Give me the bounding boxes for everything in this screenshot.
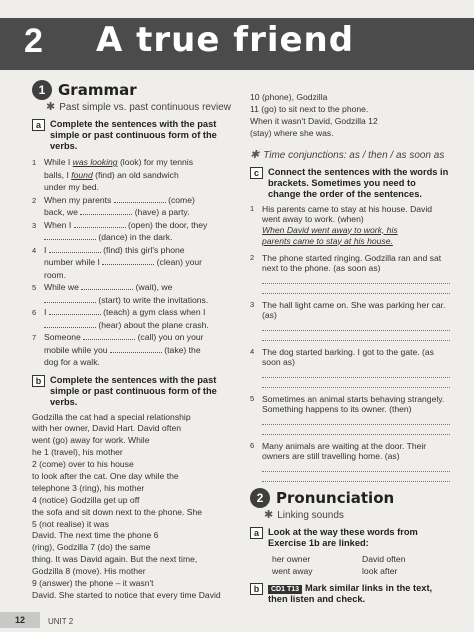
exercise-line bbox=[32, 256, 242, 269]
line-text: I bbox=[44, 244, 49, 255]
exercise-letter: c bbox=[250, 167, 263, 179]
linked-pair: her owner bbox=[272, 553, 311, 564]
line-text: room. bbox=[44, 269, 66, 280]
exercise-instruction: Complete the sentences with the past simple or past continuous form of the verbs. bbox=[50, 119, 217, 151]
line-text: While we bbox=[44, 282, 82, 292]
paragraph-line: with her owner, David Hart. David often bbox=[32, 423, 182, 434]
line-text: mobile while you bbox=[44, 344, 110, 355]
line-text: While I bbox=[44, 157, 73, 167]
section-title: Grammar bbox=[58, 81, 137, 99]
answer-gap bbox=[44, 232, 96, 240]
sentence-item bbox=[250, 300, 450, 341]
answer-line bbox=[262, 284, 450, 294]
line-number: 2 bbox=[32, 195, 37, 205]
item-number: 4 bbox=[250, 346, 255, 356]
example-answer: parents came to stay at his house. bbox=[262, 235, 393, 246]
line-number: 3 bbox=[32, 220, 37, 230]
exercise-instruction: Connect the sentences with the words in brackets. Sometimes you need to change the order of the sentences. bbox=[268, 166, 449, 199]
line-text: dog for a walk. bbox=[44, 357, 100, 367]
answer-line bbox=[262, 331, 450, 341]
example-answer: When David went away to work, his bbox=[262, 224, 398, 235]
item-number: 1 bbox=[250, 203, 255, 213]
exercise-instruction: CD1 T13 Mark similar links in the text, then listen and check. bbox=[268, 582, 433, 604]
answer-gap bbox=[83, 332, 135, 340]
paragraph-line: David. The next time the phone 6 bbox=[32, 530, 159, 541]
answer-line bbox=[262, 415, 450, 425]
exercise-letter: a bbox=[32, 119, 45, 131]
exercise-line bbox=[32, 306, 242, 319]
line-text: (look) for my tennis bbox=[117, 157, 194, 167]
star-icon: ✱ bbox=[46, 101, 56, 113]
section-number: 2 bbox=[250, 488, 270, 508]
exercise-line bbox=[32, 219, 242, 232]
paragraph-line: 11 (go) to sit next to the phone. bbox=[250, 103, 369, 114]
line-text: (dance) in the dark. bbox=[96, 232, 173, 242]
pron-exercise-b-heading bbox=[250, 583, 450, 605]
line-text: back, we bbox=[44, 207, 81, 217]
line-text: balls, I bbox=[44, 169, 72, 180]
line-text: under my bed. bbox=[44, 182, 99, 192]
linked-words bbox=[272, 553, 450, 577]
answer-gap bbox=[49, 245, 101, 253]
line-number: 6 bbox=[32, 308, 37, 317]
exercise-letter: b bbox=[250, 583, 263, 595]
sentence-text bbox=[250, 394, 450, 415]
line-text: (clean) your bbox=[154, 257, 203, 267]
pronunciation-subtitle: ✱ Linking sounds bbox=[264, 508, 344, 521]
paragraph-line: he 1 (travel), his mother bbox=[32, 447, 123, 458]
line-text: (take) the bbox=[161, 344, 201, 355]
word-row bbox=[272, 565, 450, 577]
paragraph-line: the sofa and sit down next to the phone. She bbox=[32, 506, 203, 517]
grammar-heading bbox=[32, 80, 242, 100]
linked-pair: look after bbox=[362, 565, 398, 576]
answer-line bbox=[262, 321, 450, 331]
cd-track-badge: CD1 T13 bbox=[268, 585, 302, 594]
paragraph-line: went (go) away for work. While bbox=[32, 435, 150, 446]
section-title: Pronunciation bbox=[276, 488, 395, 507]
linked-pair: David often bbox=[362, 553, 406, 564]
item-text: The dog started barking. I got to the gate. (as soon as) bbox=[262, 346, 434, 368]
paragraph-line: David. She started to notice that every time David bbox=[32, 589, 221, 600]
paragraph-line: 9 (answer) the phone – it wasn't bbox=[32, 577, 154, 588]
star-icon: ✱ bbox=[250, 148, 260, 161]
answer-gap bbox=[102, 257, 154, 265]
item-text: His parents came to stay at his house. David went away to work. (when) bbox=[262, 203, 433, 225]
exercise-b-text bbox=[32, 412, 242, 602]
section-number: 1 bbox=[32, 80, 52, 100]
page-number: 12 bbox=[0, 612, 40, 628]
sentence-text bbox=[250, 253, 450, 274]
exercise-line bbox=[32, 194, 242, 207]
answer-line bbox=[262, 368, 450, 378]
answer-line bbox=[262, 378, 450, 388]
answer-line bbox=[262, 274, 450, 284]
sentence-text bbox=[250, 204, 450, 225]
paragraph-line: Godzilla 8 (move). His mother bbox=[32, 566, 146, 577]
right-column bbox=[250, 92, 450, 609]
paragraph-line: 5 (not realise) it was bbox=[32, 518, 109, 529]
answer-gap bbox=[110, 345, 162, 353]
sentence-text bbox=[250, 347, 450, 368]
example-answer: found bbox=[71, 169, 93, 180]
line-number: 7 bbox=[32, 333, 37, 342]
exercise-instruction: Look at the way these words from Exercise 1b are linked: bbox=[268, 526, 418, 548]
paragraph-line: 10 (phone), Godzilla bbox=[250, 92, 328, 102]
exercise-line bbox=[32, 169, 242, 182]
answer-gap bbox=[81, 282, 133, 290]
unit-label: UNIT 2 bbox=[48, 617, 74, 626]
line-text: (open) the door, they bbox=[125, 219, 208, 230]
paragraph-line: 2 (come) over to his house bbox=[32, 459, 134, 470]
answer-line bbox=[262, 462, 450, 472]
exercise-line bbox=[32, 294, 242, 307]
sentence-item bbox=[250, 394, 450, 435]
left-column bbox=[32, 80, 242, 602]
line-text: (find) this girl's phone bbox=[100, 244, 185, 255]
exercise-line bbox=[32, 244, 242, 257]
word-row bbox=[272, 553, 450, 565]
example-answer: was looking bbox=[72, 157, 118, 167]
line-text: (call) you on your bbox=[135, 332, 204, 342]
exercise-line bbox=[32, 344, 242, 357]
paragraph-line: to look after the cat. One day while the bbox=[32, 470, 179, 481]
item-number: 5 bbox=[250, 393, 255, 403]
sentence-item bbox=[250, 347, 450, 388]
line-number: 5 bbox=[32, 283, 37, 292]
page-footer bbox=[0, 610, 474, 632]
exercise-line bbox=[32, 331, 242, 344]
exercise-line bbox=[32, 281, 242, 294]
unit-number: 2 bbox=[24, 22, 43, 60]
item-text: The hall light came on. She was parking her car. (as) bbox=[262, 299, 446, 321]
sentence-item bbox=[250, 204, 450, 247]
exercise-letter: b bbox=[32, 375, 45, 387]
paragraph-line: telephone 3 (ring), his mother bbox=[32, 482, 145, 493]
line-text: (find) an old sandwich bbox=[92, 169, 179, 180]
answer-gap bbox=[44, 295, 96, 303]
answer-gap bbox=[44, 320, 96, 328]
exercise-c-heading bbox=[250, 167, 450, 200]
line-text: When my parents bbox=[44, 194, 114, 205]
item-text: Sometimes an animal starts behaving strangely. Something happens to its owner. (then) bbox=[262, 393, 445, 415]
grammar-subtitle: ✱ Past simple vs. past continuous review bbox=[46, 101, 231, 113]
pronunciation-heading bbox=[250, 488, 450, 508]
exercise-line bbox=[32, 206, 242, 219]
sentence-text bbox=[250, 300, 450, 321]
exercise-line bbox=[32, 181, 242, 194]
unit-title: A true friend bbox=[96, 20, 355, 60]
line-text: (start) to write the invitations. bbox=[96, 294, 209, 305]
exercise-a-heading bbox=[32, 119, 242, 152]
line-text: (hear) about the plane crash. bbox=[96, 319, 209, 330]
sentence-item bbox=[250, 253, 450, 294]
paragraph-line: Godzilla the cat had a special relationship bbox=[32, 411, 191, 422]
pron-exercise-a-heading bbox=[250, 527, 450, 549]
line-text: (come) bbox=[165, 194, 195, 205]
paragraph-line: When it wasn't David, Godzilla 12 bbox=[250, 115, 378, 126]
item-number: 2 bbox=[250, 252, 255, 262]
line-number: 1 bbox=[32, 158, 37, 167]
exercise-letter: a bbox=[250, 527, 263, 539]
answer-gap bbox=[114, 195, 166, 203]
paragraph-line: (ring), Godzilla 7 (do) the same bbox=[32, 542, 151, 553]
star-icon: ✱ bbox=[264, 508, 274, 521]
line-text: (have) a party. bbox=[132, 207, 190, 217]
line-text: When I bbox=[44, 219, 74, 230]
line-text: I bbox=[44, 307, 49, 317]
exercise-line bbox=[32, 356, 242, 369]
answer-line bbox=[262, 425, 450, 435]
exercise-line bbox=[32, 156, 242, 169]
linked-pair: went away bbox=[272, 565, 313, 576]
exercise-a-lines bbox=[32, 156, 242, 369]
exercise-line bbox=[32, 319, 242, 332]
item-number: 3 bbox=[250, 299, 255, 309]
paragraph-line: (stay) where she was. bbox=[250, 127, 334, 138]
exercise-b-continued bbox=[250, 92, 450, 140]
time-conjunctions-heading: ✱ Time conjunctions: as / then / as soon as bbox=[250, 148, 445, 161]
line-number: 4 bbox=[32, 245, 37, 255]
line-text: (teach) a gym class when I bbox=[100, 307, 206, 317]
answer-line bbox=[262, 472, 450, 482]
line-text: Someone bbox=[44, 332, 84, 342]
exercise-c-items bbox=[250, 204, 450, 482]
line-text: number while I bbox=[44, 257, 103, 267]
exercise-line bbox=[32, 231, 242, 244]
answer-gap bbox=[80, 207, 132, 215]
item-text: The phone started ringing. Godzilla ran and sat next to the phone. (as soon as) bbox=[262, 252, 442, 274]
line-text: (wait), we bbox=[133, 282, 173, 292]
item-text: Many animals are waiting at the door. Their owners are still travelling home. (as) bbox=[262, 440, 427, 462]
paragraph-line: 4 (notice) Godzilla get up off bbox=[32, 494, 140, 505]
answer-gap bbox=[49, 307, 101, 315]
paragraph-line: thing. It was David again. But the next time, bbox=[32, 554, 198, 565]
answer-gap bbox=[74, 220, 126, 228]
sentence-item bbox=[250, 441, 450, 482]
sentence-text bbox=[250, 441, 450, 462]
exercise-b-heading bbox=[32, 375, 242, 408]
exercise-line bbox=[32, 269, 242, 282]
item-number: 6 bbox=[250, 440, 255, 450]
exercise-instruction: Complete the sentences with the past simple or past continuous form of the verbs. bbox=[50, 374, 217, 407]
